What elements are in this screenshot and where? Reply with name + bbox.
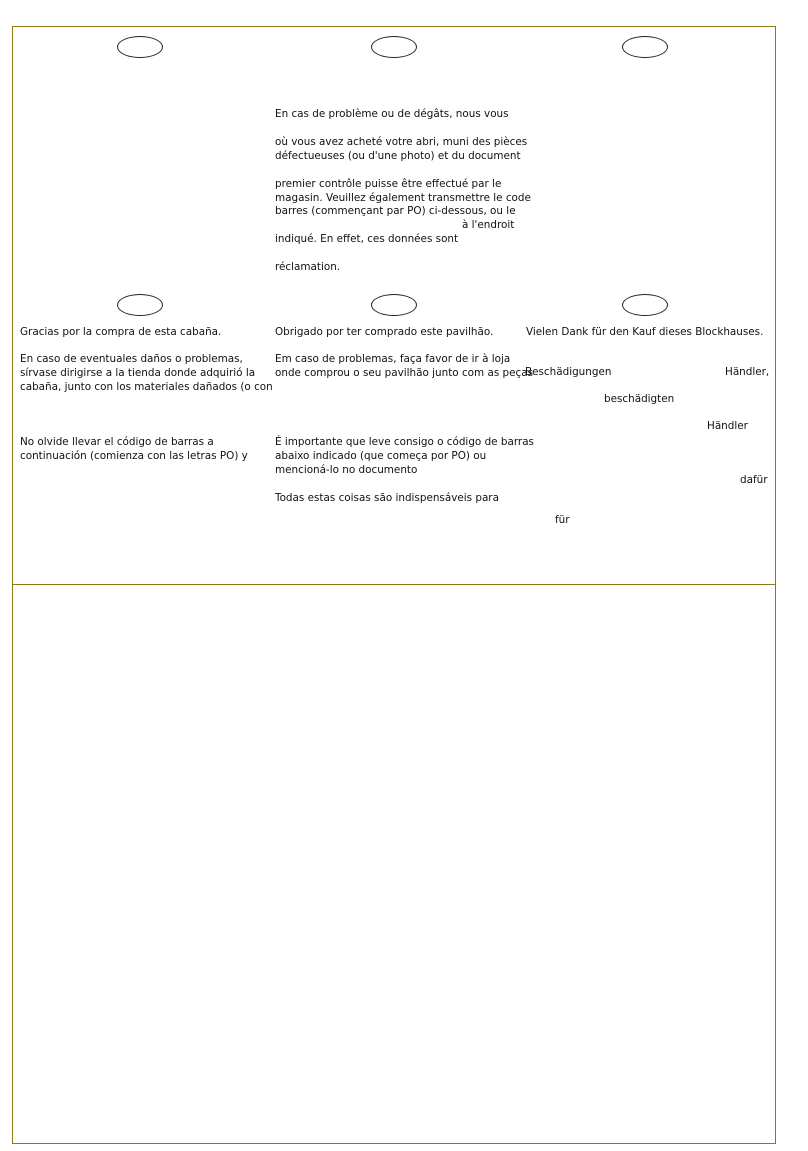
german-line: dafür [740, 474, 768, 486]
german-line: beschädigten [604, 393, 675, 405]
french-line: à l'endroit [462, 219, 515, 231]
portuguese-line: Todas estas coisas são indispensáveis para [275, 492, 499, 504]
german-line: Vielen Dank für den Kauf dieses Blockhauses. [526, 326, 764, 338]
oval-hole-icon [622, 294, 668, 316]
portuguese-line: Em caso de problemas, faça favor de ir à loja [275, 353, 511, 365]
portuguese-line: onde comprou o seu pavilhão junto com as peças [275, 367, 534, 379]
oval-hole-icon [371, 36, 417, 58]
oval-hole-icon [117, 36, 163, 58]
spanish-line: sírvase dirigirse a la tienda donde adquirió la [20, 367, 256, 379]
spanish-line: continuación (comienza con las letras PO) y [20, 450, 248, 462]
oval-hole-icon [371, 294, 417, 316]
german-line: Händler [707, 420, 748, 432]
french-line: défectueuses (ou d'une photo) et du document [275, 150, 521, 162]
fold-divider [12, 584, 776, 585]
french-line: indiqué. En effet, ces données sont [275, 233, 459, 245]
french-line: où vous avez acheté votre abri, muni des pièces [275, 136, 528, 148]
french-line: barres (commençant par PO) ci-dessous, ou le [275, 205, 516, 217]
portuguese-line: mencioná-lo no documento [275, 464, 418, 476]
french-line: réclamation. [275, 261, 341, 273]
german-line: Beschädigungen [525, 366, 612, 378]
portuguese-line: Obrigado por ter comprado este pavilhão. [275, 326, 494, 338]
portuguese-line: É importante que leve consigo o código de barras [275, 436, 534, 448]
spanish-line: No olvide llevar el código de barras a [20, 436, 214, 448]
spanish-line: En caso de eventuales daños o problemas, [20, 353, 243, 365]
french-line: magasin. Veuillez également transmettre le code [275, 192, 531, 204]
portuguese-line: abaixo indicado (que começa por PO) ou [275, 450, 487, 462]
german-line: Händler, [725, 366, 770, 378]
spanish-line: cabaña, junto con los materiales dañados (o con [20, 381, 273, 393]
french-line: En cas de problème ou de dégâts, nous vous [275, 108, 509, 120]
french-line: premier contrôle puisse être effectué par le [275, 178, 502, 190]
german-line: für [555, 514, 570, 526]
oval-hole-icon [622, 36, 668, 58]
oval-hole-icon [117, 294, 163, 316]
spanish-line: Gracias por la compra de esta cabaña. [20, 326, 222, 338]
